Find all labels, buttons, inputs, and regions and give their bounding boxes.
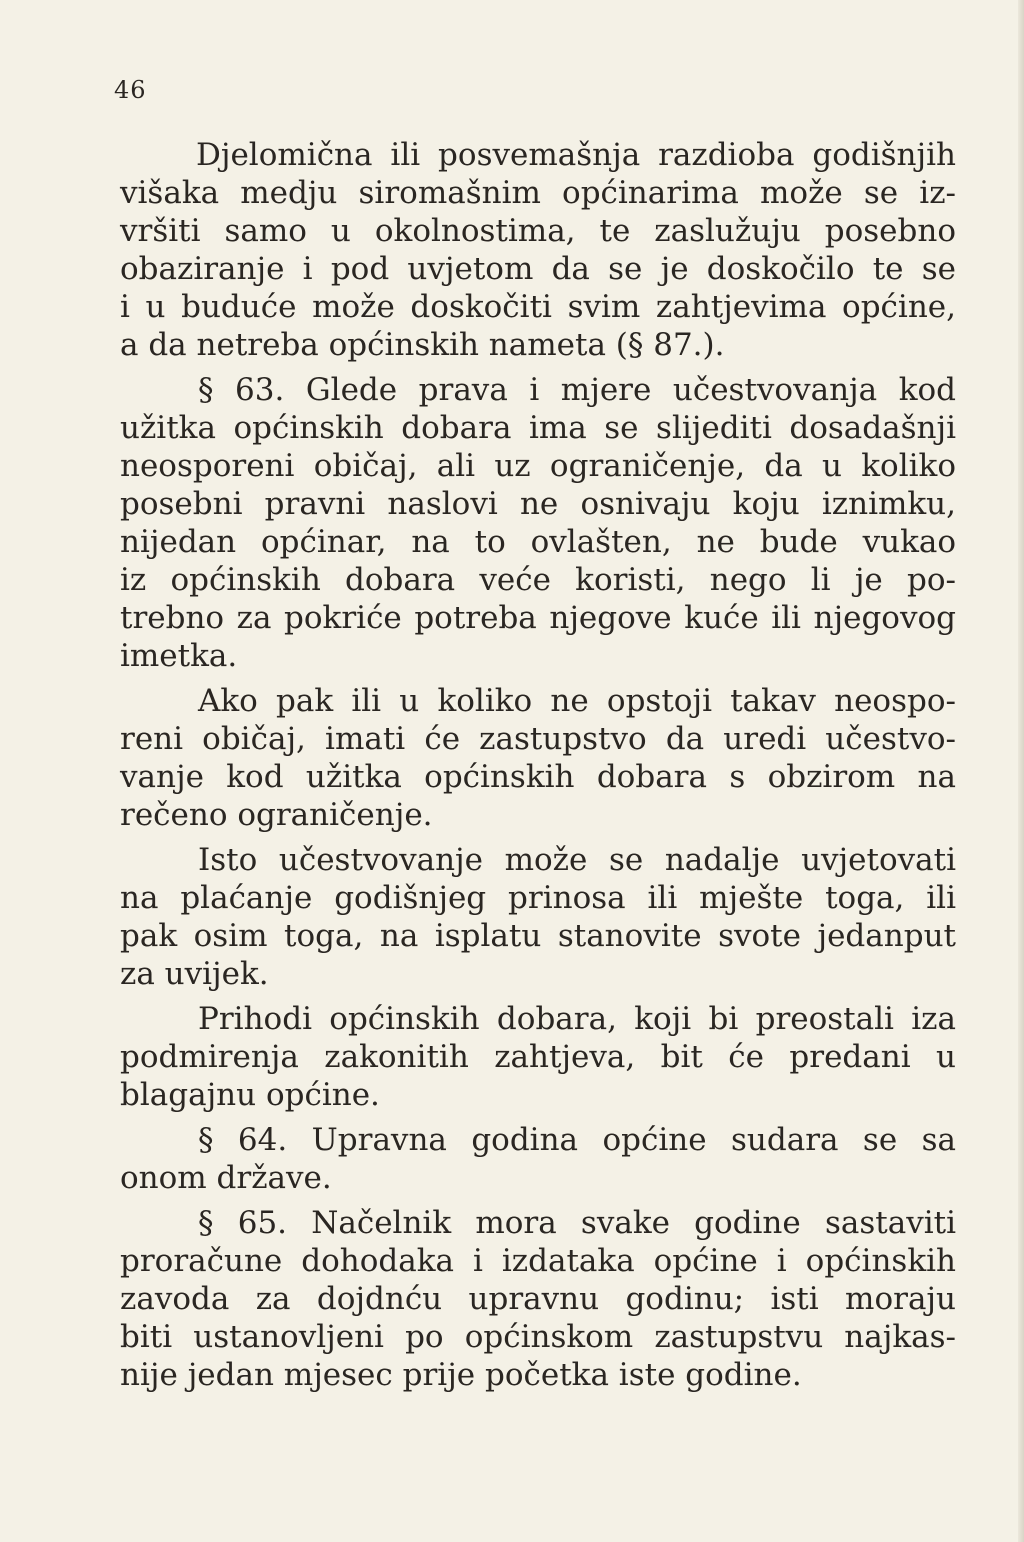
text-line: biti ustanovljeni po općinskom zastupstvu najkas- [120,1319,956,1355]
paragraph [120,841,956,993]
text-body [120,136,956,1394]
text-line: podmirenja zakonitih zahtjeva, bit će predani u [120,1039,956,1075]
text-line: blagajnu općine. [120,1077,380,1113]
paragraph [120,1204,956,1394]
paragraph [120,136,956,364]
page-edge [1018,0,1024,1542]
page-number: 46 [114,76,147,104]
text-line: reni običaj, imati će zastupstvo da uredi učestvo- [120,721,956,757]
text-line: onom države. [120,1160,332,1196]
paragraph [120,1000,956,1114]
text-line: § 65. Načelnik mora svake godine sastaviti [198,1205,956,1241]
text-line: iz općinskih dobara veće koristi, nego li je po- [120,562,956,598]
paragraph [120,371,956,675]
text-line: posebni pravni naslovi ne osnivaju koju iznimku, [120,486,956,522]
paragraph [120,682,956,834]
text-line: § 64. Upravna godina općine sudara se sa [198,1122,956,1158]
text-line: višaka medju siromašnim općinarima može se iz- [120,175,956,211]
text-line: Isto učestvovanje može se nadalje uvjetovati [198,842,956,878]
text-line: užitka općinskih dobara ima se slijediti dosadašnji [120,410,956,446]
text-line: a da netreba općinskih nameta (§ 87.). [120,327,725,363]
text-line: Ako pak ili u koliko ne opstoji takav neospo- [198,683,956,719]
text-line: i u buduće može doskočiti svim zahtjevima općine, [120,289,956,325]
text-line: nije jedan mjesec prije početka iste godine. [120,1357,802,1393]
text-line: za uvijek. [120,956,269,992]
text-line: imetka. [120,638,238,674]
text-line: Djelomična ili posvemašnja razdioba godišnjih [196,137,956,173]
text-line: zavoda za dojdnću upravnu godinu; isti moraju [120,1281,956,1317]
text-line: na plaćanje godišnjeg prinosa ili mješte toga, ili [120,880,956,916]
text-line: nijedan općinar, na to ovlašten, ne bude vukao [120,524,956,560]
text-line: vršiti samo u okolnostima, te zaslužuju posebno [120,213,956,249]
text-line: § 63. Glede prava i mjere učestvovanja kod [198,372,956,408]
text-line: rečeno ograničenje. [120,797,433,833]
text-line: pak osim toga, na isplatu stanovite svote jedanput [120,918,956,954]
text-line: neosporeni običaj, ali uz ograničenje, da u koliko [120,448,956,484]
text-line: proračune dohodaka i izdataka općine i općinskih [120,1243,956,1279]
text-line: vanje kod užitka općinskih dobara s obzirom na [120,759,956,795]
text-line: trebno za pokriće potreba njegove kuće ili njegovog [120,600,956,636]
text-line: obaziranje i pod uvjetom da se je doskočilo te se [120,251,956,287]
paragraph [120,1121,956,1197]
text-line: Prihodi općinskih dobara, koji bi preostali iza [198,1001,956,1037]
